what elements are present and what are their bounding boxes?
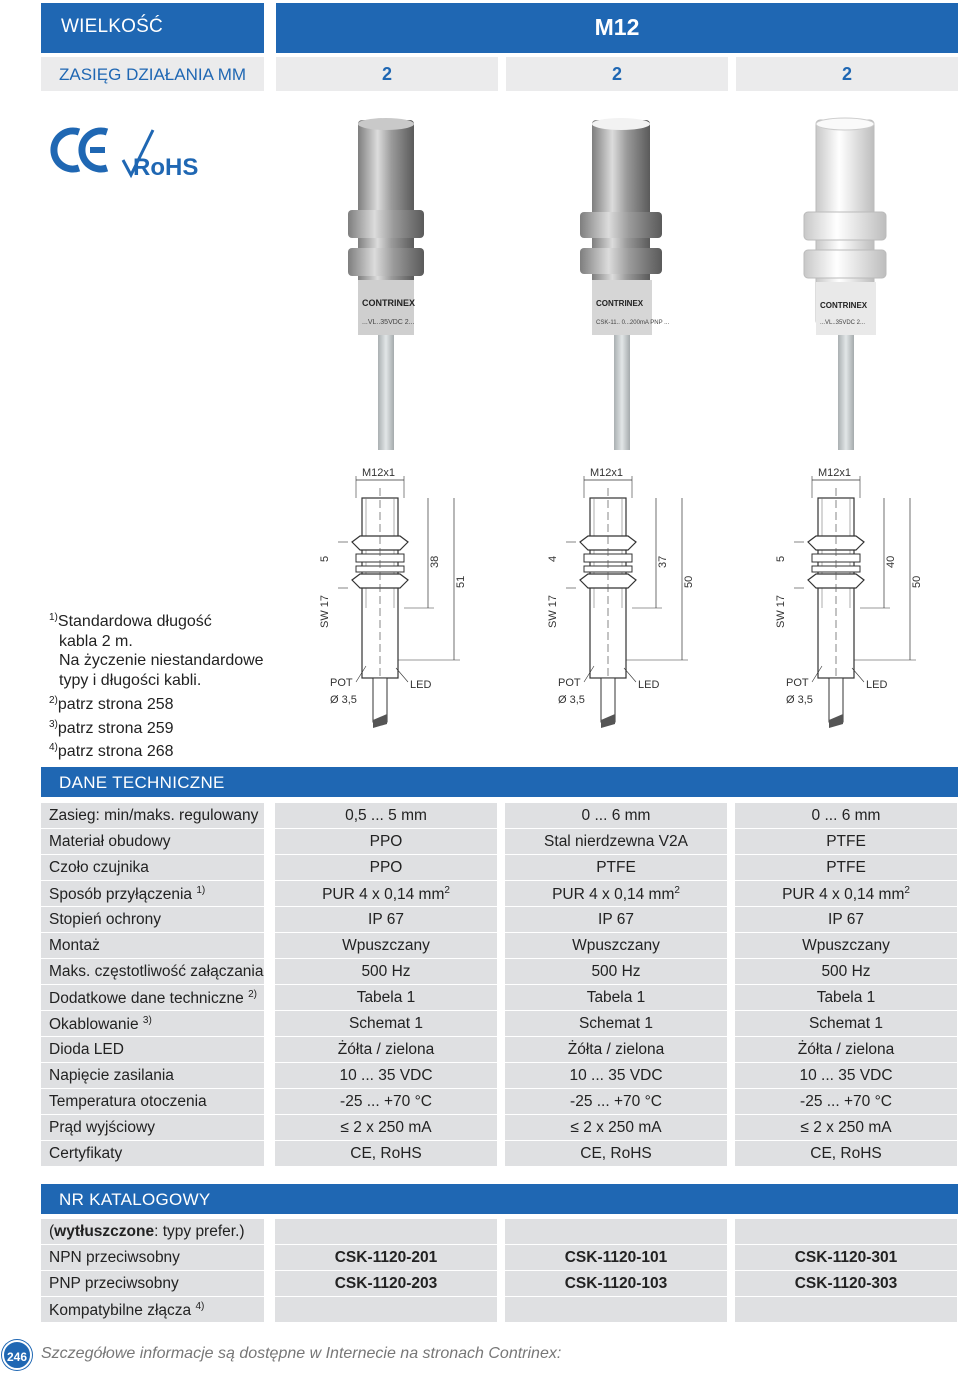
tech-row-value: ≤ 2 x 250 mA	[275, 1115, 497, 1140]
led-label: LED	[638, 679, 660, 691]
tech-row	[41, 881, 958, 906]
tech-row-label: Czoło czujnika	[41, 855, 264, 880]
tech-row-value: Wpuszczany	[275, 933, 497, 958]
tech-row-value: 0,5 ... 5 mm	[275, 803, 497, 828]
tech-row-value: ≤ 2 x 250 mA	[505, 1115, 727, 1140]
tech-row	[41, 1011, 958, 1036]
brand-label-1: CONTRINEX	[362, 298, 416, 308]
tech-row-value: Wpuszczany	[735, 933, 957, 958]
tech-row-label: Maks. częstotliwość załączania	[41, 959, 264, 984]
dimension-thread-length: 40	[885, 555, 897, 568]
pot-label: POT	[558, 677, 581, 689]
tech-row	[41, 1141, 958, 1166]
tech-row-label: Temperatura otoczenia	[41, 1089, 264, 1114]
tech-row-value: -25 ... +70 °C	[505, 1089, 727, 1114]
catalog-header: NR KATALOGOWY	[41, 1184, 958, 1214]
dimension-total-length: 51	[455, 575, 467, 588]
thread-label: M12x1	[818, 467, 852, 479]
ce-logo-icon	[54, 131, 107, 169]
page-number: 246	[2, 1340, 32, 1370]
tech-row	[41, 855, 958, 880]
tech-row-value: 10 ... 35 VDC	[735, 1063, 957, 1088]
tech-row-label: Stopień ochrony	[41, 907, 264, 932]
catalog-code: CSK-1120-301	[735, 1245, 957, 1270]
range-value-3: 2	[736, 57, 958, 91]
tech-row-value: Żółta / zielona	[275, 1037, 497, 1062]
tech-row	[41, 1089, 958, 1114]
catalog-code	[735, 1297, 957, 1322]
catalog-code: CSK-1120-201	[275, 1245, 497, 1270]
note-line: typy i długości kabli.	[59, 672, 202, 690]
tech-row-value: PTFE	[735, 829, 957, 854]
tech-row-value: Schemat 1	[505, 1011, 727, 1036]
tech-row-value: 0 ... 6 mm	[735, 803, 957, 828]
tech-row-value: CE, RoHS	[505, 1141, 727, 1166]
catalog-code	[275, 1297, 497, 1322]
sensor-photo-2	[580, 118, 669, 450]
tech-row-value: PPO	[275, 829, 497, 854]
dimension-total-length: 50	[683, 575, 695, 588]
sensor-photo-3	[804, 118, 886, 450]
size-value: M12	[276, 3, 958, 53]
tech-row-label: Dodatkowe dane techniczne $^{2)}$	[41, 985, 264, 1010]
catalog-row	[41, 1245, 958, 1270]
catalog-code: CSK-1120-103	[505, 1271, 727, 1296]
led-label: LED	[866, 679, 888, 691]
tech-row-value: IP 67	[735, 907, 957, 932]
pot-label: POT	[330, 677, 353, 689]
catalog-code: CSK-1120-203	[275, 1271, 497, 1296]
catalog-row-label: NPN przeciwsobny	[41, 1245, 264, 1270]
tech-row-value: 10 ... 35 VDC	[275, 1063, 497, 1088]
svg-text:RoHS: RoHS	[133, 154, 199, 181]
tag-label-3: ...VL..35VDC 2...	[820, 320, 866, 326]
tech-row	[41, 1037, 958, 1062]
note-line: Na życzenie niestandardowe	[59, 652, 264, 670]
wrench-size-label: SW 17	[775, 594, 787, 628]
wrench-size-label: SW 17	[319, 594, 331, 628]
dimension-drawing-1	[319, 467, 467, 728]
brand-label-2: CONTRINEX	[596, 299, 644, 308]
tech-row-value: 10 ... 35 VDC	[505, 1063, 727, 1088]
thread-label: M12x1	[590, 467, 624, 479]
tech-row-value: PUR 4 x 0,14 $mm^2$	[505, 881, 727, 906]
wrench-size-label: SW 17	[547, 594, 559, 628]
cable-diameter-label: Ø 3,5	[786, 694, 813, 706]
tag-label-2: CSK-11.. 0...200mA PNP ...	[596, 320, 670, 326]
range-label: ZASIĘG DZIAŁANIA MM	[41, 57, 264, 91]
cable-diameter-label: Ø 3,5	[330, 694, 357, 706]
tech-row-value: CE, RoHS	[735, 1141, 957, 1166]
tech-row	[41, 907, 958, 932]
tech-row-value: PTFE	[735, 855, 957, 880]
tech-row-label: Okablowanie $^{3)}$	[41, 1011, 264, 1036]
tag-label-1: ...VL..35VDC 2...	[362, 319, 415, 326]
tech-row-value: IP 67	[505, 907, 727, 932]
size-label: WIELKOŚĆ	[41, 3, 264, 53]
tech-row-value: -25 ... +70 °C	[735, 1089, 957, 1114]
brand-label-3: CONTRINEX	[820, 301, 868, 310]
tech-row	[41, 829, 958, 854]
catalog-row	[41, 1271, 958, 1296]
dimension-total-length: 50	[911, 575, 923, 588]
tech-row-label: Sposób przyłączenia $^{1)}$	[41, 881, 264, 906]
tech-row-value: Schemat 1	[735, 1011, 957, 1036]
catalog-note: (wytłuszczone: typy prefer.)	[41, 1219, 264, 1244]
footer-text: Szczegółowe informacje są dostępne w Internecie na stronach Contrinex:	[41, 1345, 562, 1362]
tech-row-value: 0 ... 6 mm	[505, 803, 727, 828]
catalog-code	[505, 1297, 727, 1322]
tech-row-label: Prąd wyjściowy	[41, 1115, 264, 1140]
note-line: kabla 2 m.	[59, 632, 133, 650]
cable-diameter-label: Ø 3,5	[558, 694, 585, 706]
pot-label: POT	[786, 677, 809, 689]
tech-row-value: PPO	[275, 855, 497, 880]
range-value-1: 2	[276, 57, 498, 91]
catalog-code: CSK-1120-303	[735, 1271, 957, 1296]
tech-row-label: Materiał obudowy	[41, 829, 264, 854]
tech-row-value: Stal nierdzewna V2A	[505, 829, 727, 854]
technical-data-header: DANE TECHNICZNE	[41, 767, 958, 797]
tech-row-value: ≤ 2 x 250 mA	[735, 1115, 957, 1140]
tech-row-value: Tabela 1	[735, 985, 957, 1010]
catalog-note-row	[41, 1219, 958, 1244]
tech-row-value: 500 Hz	[275, 959, 497, 984]
tech-row-value: Tabela 1	[275, 985, 497, 1010]
footnotes	[49, 608, 264, 762]
dimension-nut: 5	[775, 555, 787, 562]
tech-row-value: PUR 4 x 0,14 $mm^2$	[275, 881, 497, 906]
tech-row-label: Zasieg: min/maks. regulowany	[41, 803, 264, 828]
dimension-thread-length: 38	[429, 555, 441, 568]
note-line: $^{2)}$patrz strona 258	[49, 694, 174, 713]
tech-row	[41, 959, 958, 984]
tech-row-value: PTFE	[505, 855, 727, 880]
tech-row	[41, 1063, 958, 1088]
rohs-logo-icon	[123, 130, 198, 181]
note-line: $^{3)}$patrz strona 259	[49, 718, 174, 737]
technical-drawings	[300, 458, 960, 740]
dimension-nut: 4	[547, 555, 559, 562]
tech-row-value: Żółta / zielona	[735, 1037, 957, 1062]
led-label: LED	[410, 679, 432, 691]
note-line: $^{4)}$patrz strona 268	[49, 742, 174, 761]
catalog-code: CSK-1120-101	[505, 1245, 727, 1270]
tech-row-label: Certyfikaty	[41, 1141, 264, 1166]
dimension-drawing-3	[775, 467, 923, 728]
catalog-row-label: PNP przeciwsobny	[41, 1271, 264, 1296]
thread-label: M12x1	[362, 467, 396, 479]
dimension-thread-length: 37	[657, 555, 669, 568]
tech-row-label: Napięcie zasilania	[41, 1063, 264, 1088]
tech-row-value: 500 Hz	[735, 959, 957, 984]
dimension-drawing-2	[547, 467, 695, 728]
tech-row-value: -25 ... +70 °C	[275, 1089, 497, 1114]
catalog-row-label: Kompatybilne złącza $^{4)}$	[41, 1297, 264, 1322]
tech-row-value: IP 67	[275, 907, 497, 932]
tech-row-value: Schemat 1	[275, 1011, 497, 1036]
tech-row-value: PUR 4 x 0,14 $mm^2$	[735, 881, 957, 906]
product-photos	[330, 120, 950, 450]
tech-row-label: Montaż	[41, 933, 264, 958]
tech-row-value: Żółta / zielona	[505, 1037, 727, 1062]
tech-row-value: CE, RoHS	[275, 1141, 497, 1166]
tech-row-label: Dioda LED	[41, 1037, 264, 1062]
tech-row-value: Tabela 1	[505, 985, 727, 1010]
range-value-2: 2	[506, 57, 728, 91]
catalog-row	[41, 1297, 958, 1322]
tech-row-value: 500 Hz	[505, 959, 727, 984]
tech-row	[41, 933, 958, 958]
tech-row	[41, 1115, 958, 1140]
tech-row	[41, 803, 958, 828]
tech-row-value: Wpuszczany	[505, 933, 727, 958]
certification-logos	[45, 120, 199, 190]
sensor-photo-1	[348, 118, 424, 450]
tech-row	[41, 985, 958, 1010]
note-line: $^{1)}$Standardowa długość	[49, 612, 212, 630]
dimension-nut: 5	[319, 555, 331, 562]
